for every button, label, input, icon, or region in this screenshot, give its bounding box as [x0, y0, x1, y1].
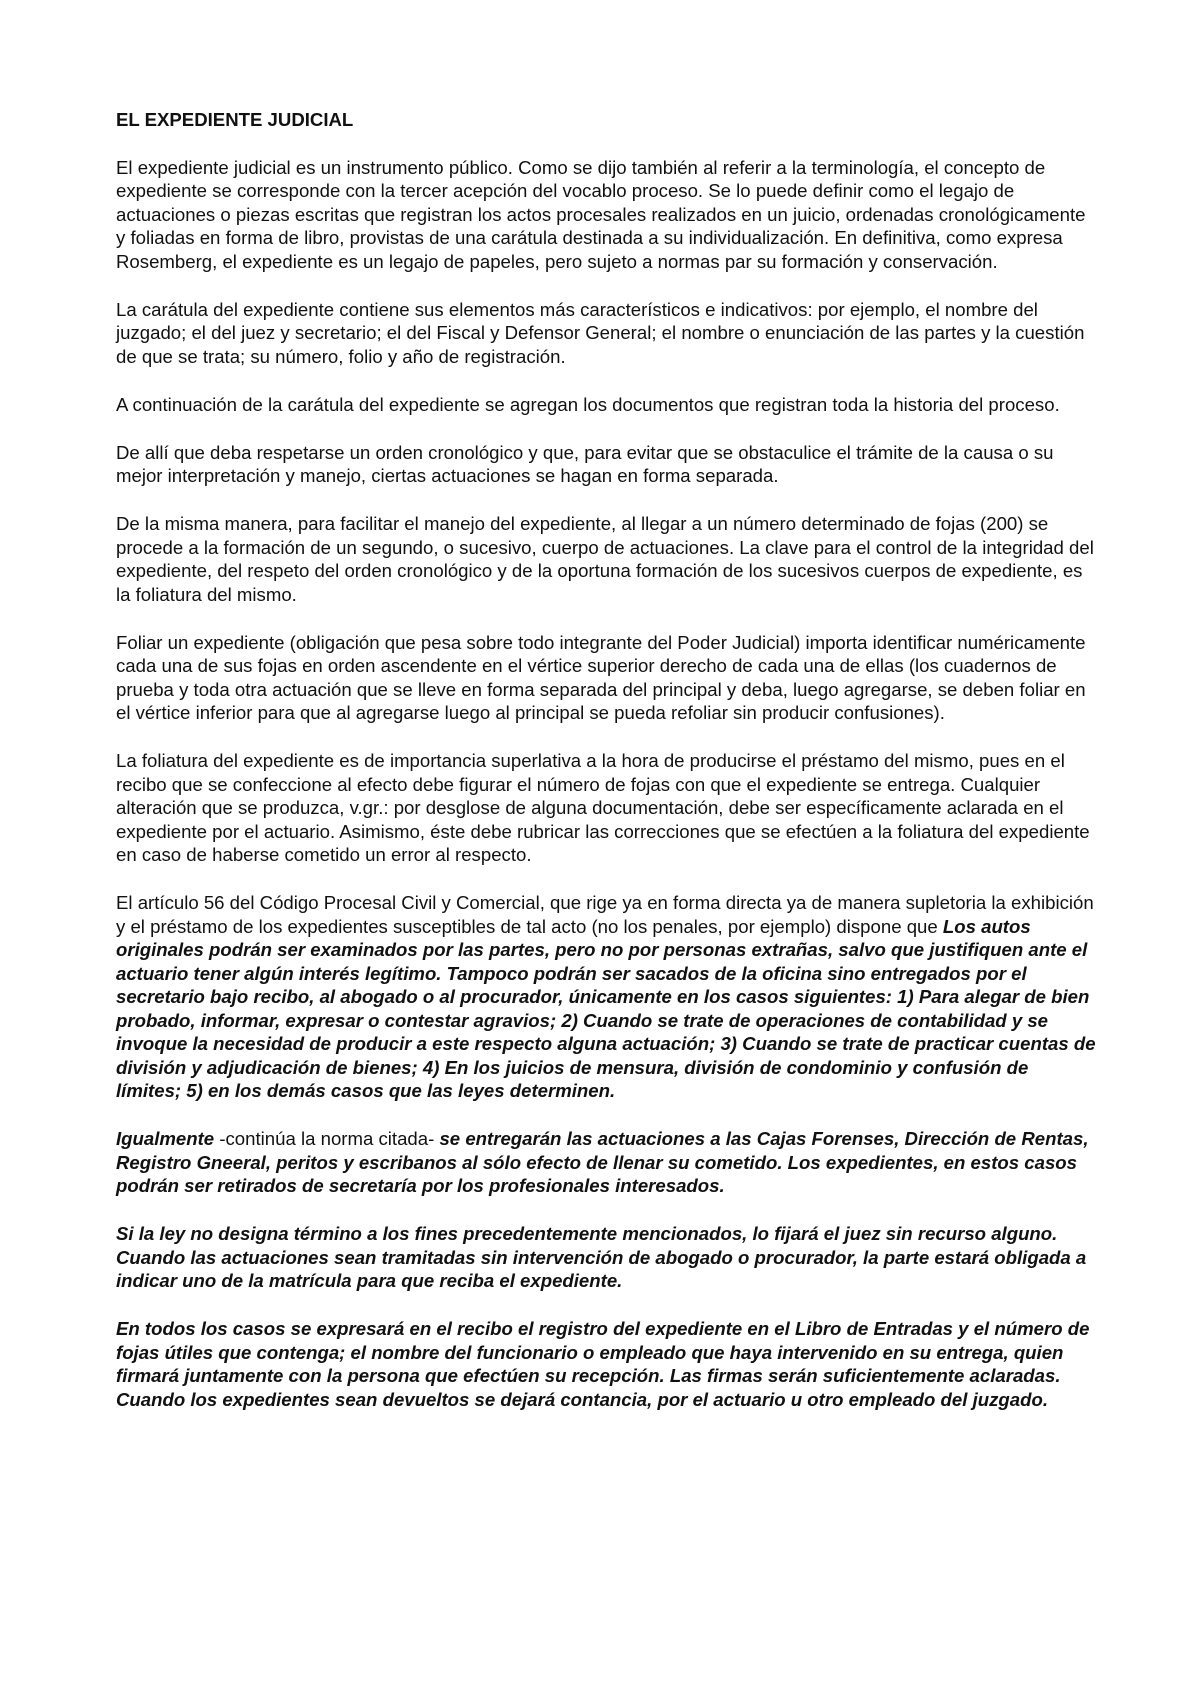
paragraph-definition: El expediente judicial es un instrumento público. Como se dijo también al referir a la terminología, el concepto de expediente se corresponde con la tercer acepción del vocablo proceso. Se lo puede definir como el legajo de actuaciones o piezas escritas que registran los actos procesales realizados en un juicio, ordenadas cronológicamente y foliadas en forma de libro, provistas de una carátula destinada a su individualización. En definitiva, como expresa Rosemberg, el expediente es un legajo de papeles, pero sujeto a normas par su formación y conservación.	[116, 156, 1086, 272]
paragraph-continuation: A continuación de la carátula del expediente se agregan los documentos que registran toda la historia del proceso.	[116, 393, 1060, 415]
document-title: EL EXPEDIENTE JUDICIAL	[116, 109, 354, 130]
paragraph-foliar: Foliar un expediente (obligación que pesa sobre todo integrante del Poder Judicial) importa identificar numéricamente cada una de sus fojas en orden ascendente en el vértice superior derecho de cada una de ellas (los cuadernos de prueba y toda otra actuación que se lleve en forma separada del principal y deba, luego agregarse, se deben foliar en el vértice inferior para que al agregarse luego al principal se pueda refoliar sin producir confusiones).	[116, 631, 1086, 723]
igualmente-plain-text: -continúa la norma citada-	[214, 1128, 440, 1149]
igualmente-quote-text: se entregarán las actuaciones a las Cajas Forenses, Dirección de Rentas, Registro Gneeral, peritos y escribanos al sólo efecto de llenar su cometido. Los expedientes, en estos casos podrán ser retirados de secretaría por los profesionales interesados.	[116, 1128, 1089, 1196]
paragraph-foliatura-importance: La foliatura del expediente es de importancia superlativa a la hora de producirse el préstamo del mismo, pues en el recibo que se confeccione al efecto debe figurar el número de fojas con que el expediente se entrega. Cualquier alteración que se produzca, v.gr.: por desglose de alguna documentación, debe ser específicamente aclarada en el expediente por el actuario. Asimismo, éste debe rubricar las correcciones que se efectúen a la foliatura del expediente en caso de haberse cometido un error al respecto.	[116, 750, 1090, 865]
article-quote-text: Los autos originales podrán ser examinados por las partes, pero no por personas extrañas, salvo que justifiquen ante el actuario tener algún interés legítimo. Tampoco podrán ser sacados de la oficina sino entregados por el secretario bajo recibo, al abogado o al procurador, únicamente en los casos siguientes: 1) Para alegar de bien probado, informar, expresar o contestar agravios; 2) Cuando se trate de operaciones de contabilidad y se invoque la necesidad de producir a este respecto alguna actuación; 3) Cuando se trate de practicar cuentas de división y adjudicación de bienes; 4) En los juicios de mensura, división de condominio y confusión de límites; 5) en los demás casos que las leyes determinen.	[116, 915, 1096, 1101]
paragraph-bodies: De la misma manera, para facilitar el manejo del expediente, al llegar a un número determinado de fojas (200) se procede a la formación de un segundo, o sucesivo, cuerpo de actuaciones. La clave para el control de la integridad del expediente, del respeto del orden cronológico y de la oportuna formación de los sucesivos cuerpos de expediente, es la foliatura del mismo.	[116, 513, 1094, 605]
paragraph-caratula: La carátula del expediente contiene sus elementos más característicos e indicativos: por ejemplo, el nombre del juzgado; el del juez y secretario; el del Fiscal y Defensor General; el nombre o enunciación de las partes y la cuestión de que se trata; su número, folio y año de registración.	[116, 298, 1085, 367]
paragraph-termino: Si la ley no designa término a los fines precedentemente mencionados, lo fijará el juez sin recurso alguno. Cuando las actuaciones sean tramitadas sin intervención de abogado o procurador, la parte estará obligada a indicar uno de la matrícula para que reciba el expediente.	[116, 1223, 1087, 1291]
document-page	[116, 108, 1096, 1436]
paragraph-article-56	[116, 891, 1096, 1103]
paragraph-igualmente	[116, 1127, 1096, 1198]
article-intro-text: El artículo 56 del Código Procesal Civil y Comercial, que rige ya en forma directa ya de manera supletoria la exhibición y el préstamo de los expedientes susceptibles de tal acto (no los penales, por ejemplo) dispone que	[116, 892, 1094, 937]
paragraph-chronological-order: De allí que deba respetarse un orden cronológico y que, para evitar que se obstaculice el trámite de la causa o su mejor interpretación y manejo, ciertas actuaciones se hagan en forma separada.	[116, 441, 1054, 486]
igualmente-lead: Igualmente	[116, 1128, 215, 1149]
paragraph-recibo: En todos los casos se expresará en el recibo el registro del expediente en el Libro de Entradas y el número de fojas útiles que contenga; el nombre del funcionario o empleado que haya intervenido en su entrega, quien firmará juntamente con la persona que efectúen su recepción. Las firmas serán suficientemente aclaradas. Cuando los expedientes sean devueltos se dejará contancia, por el actuario u otro empleado del juzgado.	[116, 1318, 1090, 1410]
